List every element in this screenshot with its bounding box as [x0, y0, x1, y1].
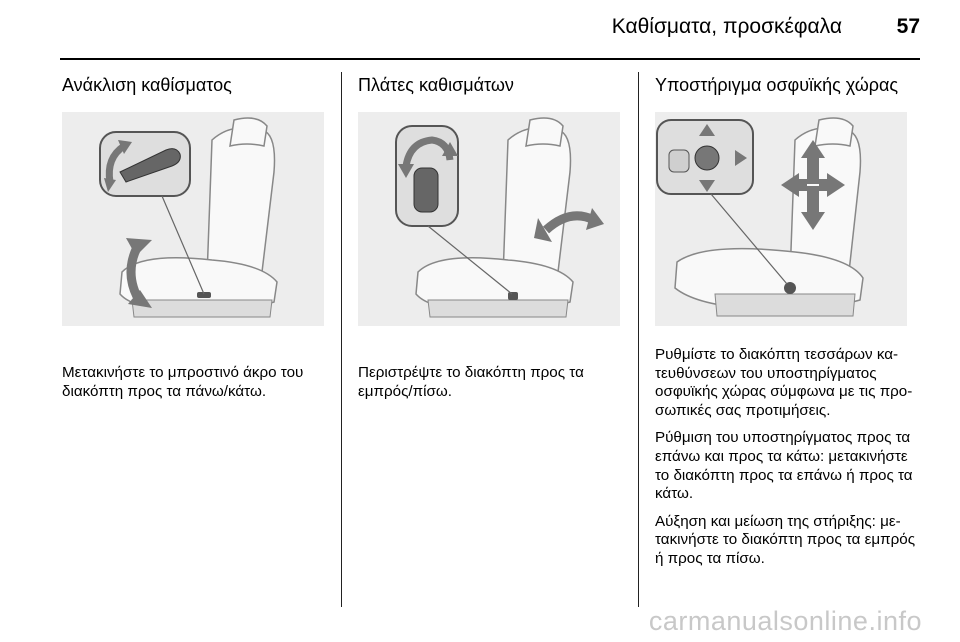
column-divider: [341, 72, 342, 607]
section-title: Υποστήριγμα οσφυϊκής χώρας: [655, 75, 899, 95]
instruction-text: Αύξηση και μείωση της στήριξης: με-τακινήστε το διακόπτη προς τα εμπρός ή προς τα πίσω.: [655, 512, 916, 567]
instruction-text: Ρυθμίστε το διακόπτη τεσσάρων κα-τευθύνσεων του υποστηρίγματος οσφυϊκής χώρας σύμφωνα με τις προ-σωπικές σας προτιμήσεις.: [655, 346, 913, 419]
watermark: carmanualsonline.info: [648, 606, 922, 636]
header-rule: [60, 58, 920, 60]
section-title: Ανάκλιση καθίσματος: [62, 75, 232, 95]
instruction-text: Ρύθμιση του υποστηρίγματος προς τα επάνω και προς τα κάτω: μετακινήστε το διακόπτη προς τα επάνω ή προς τα κάτω.: [655, 429, 913, 503]
page-title: Καθίσματα, προσκέφαλα: [611, 15, 842, 38]
section-lumbar-support: [655, 72, 923, 578]
section-seat-recline: [62, 72, 324, 410]
instruction-text: Περιστρέψτε το διακόπτη προς τα εμπρός/πίσω.: [358, 364, 584, 400]
page-number: 57: [896, 15, 920, 38]
column-divider: [638, 72, 639, 607]
seat-recline-lever-illustration: [62, 112, 324, 326]
section-title: Πλάτες καθισμάτων: [358, 75, 514, 95]
seatback-rotary-knob-illustration: [358, 112, 620, 326]
section-seatbacks: [358, 72, 620, 410]
lumbar-four-way-switch-illustration: [655, 112, 907, 326]
instruction-text: Μετακινήστε το μπροστινό άκρο του διακόπτη προς τα πάνω/κάτω.: [62, 364, 304, 400]
page-header: [60, 0, 920, 62]
